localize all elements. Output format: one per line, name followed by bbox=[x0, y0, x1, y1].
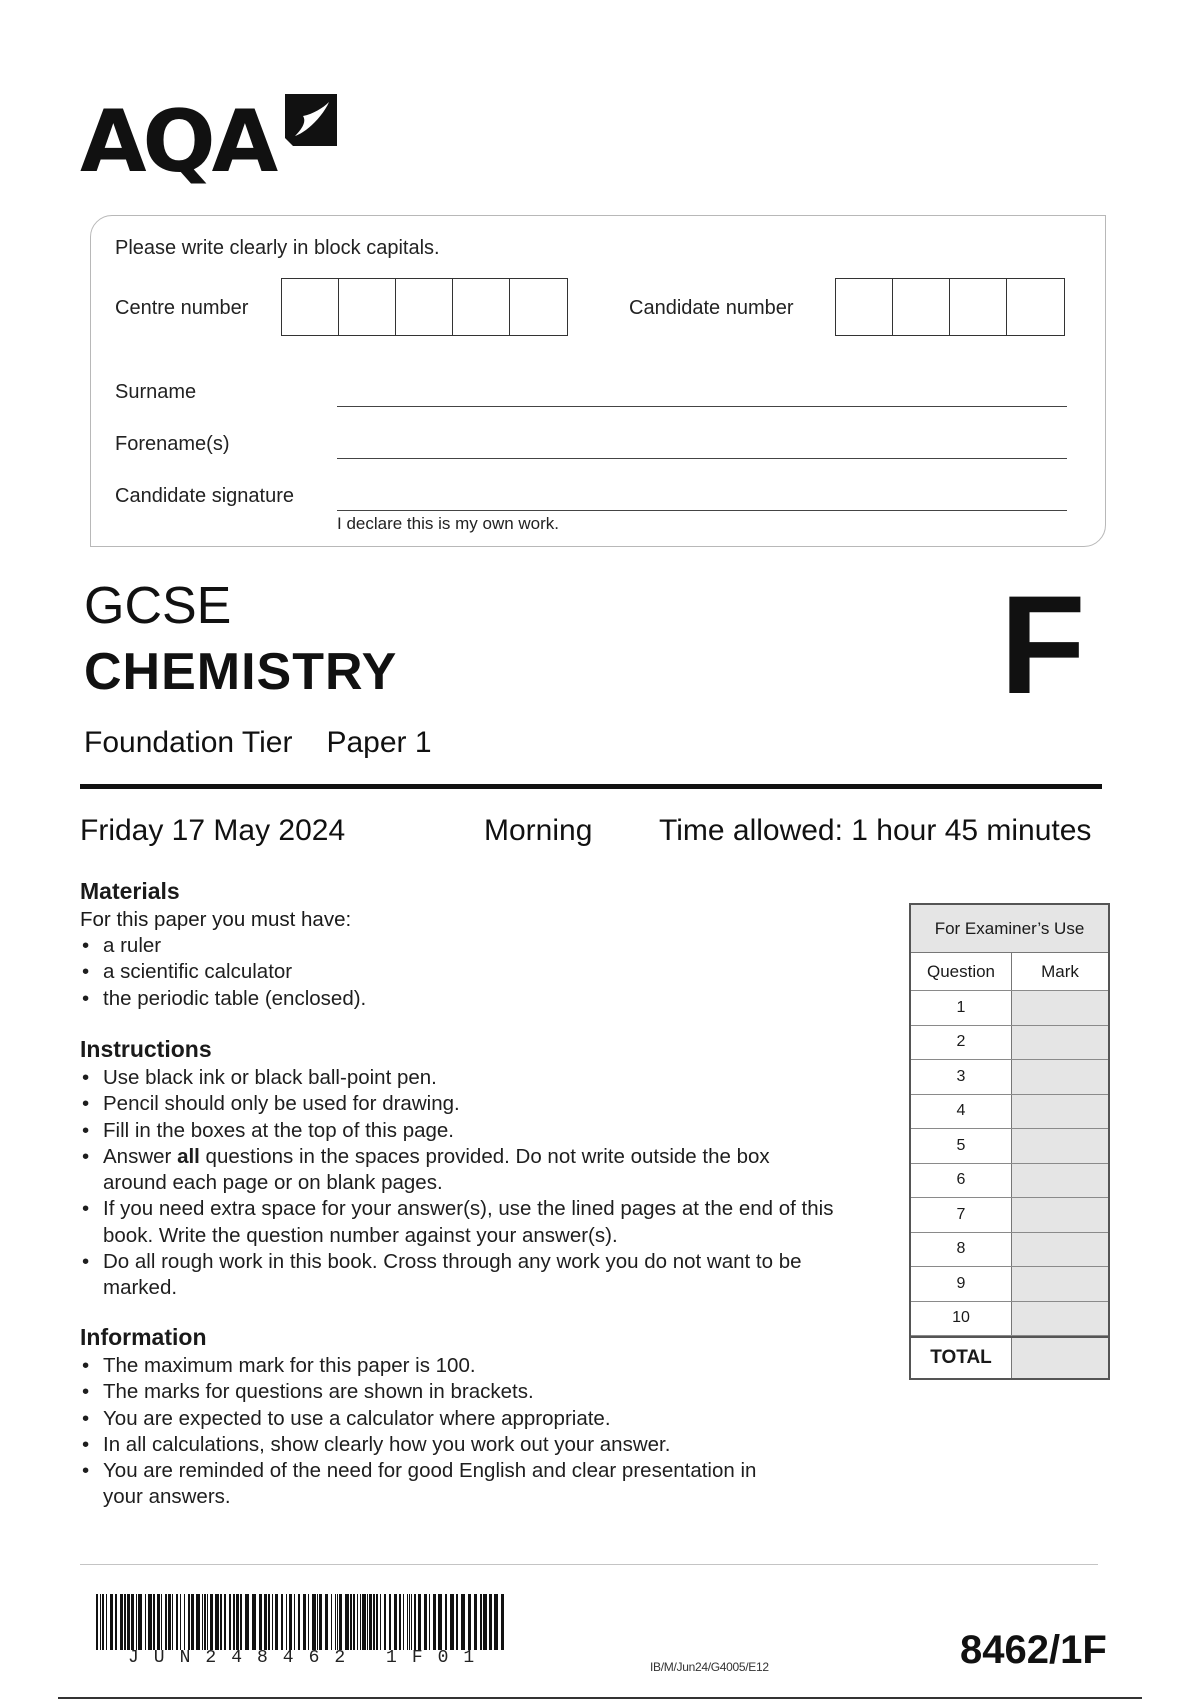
centre-number-cell[interactable] bbox=[282, 279, 339, 335]
materials-intro: For this paper you must have: bbox=[80, 908, 352, 931]
barcode-bar bbox=[445, 1594, 447, 1650]
barcode-bar bbox=[245, 1594, 249, 1650]
list-item: • If you need extra space for your answer(s), use the lined pages at the end of this book. Write the question number against your answer(s). bbox=[80, 1196, 870, 1249]
table-row: 4 bbox=[911, 1095, 1108, 1130]
list-item: • Fill in the boxes at the top of this page. bbox=[80, 1118, 870, 1144]
barcode-bar bbox=[474, 1594, 477, 1650]
barcode-bar bbox=[360, 1594, 361, 1650]
surname-line[interactable] bbox=[337, 406, 1067, 407]
candidate-number-cell[interactable] bbox=[893, 279, 950, 335]
candidate-number-cell[interactable] bbox=[950, 279, 1007, 335]
mark-cell bbox=[1012, 1060, 1108, 1094]
table-row: 2 bbox=[911, 1026, 1108, 1061]
barcode-bar bbox=[373, 1594, 375, 1650]
mark-cell bbox=[1012, 1267, 1108, 1301]
candidate-number-label: Candidate number bbox=[629, 297, 794, 319]
barcode-bar bbox=[153, 1594, 155, 1650]
barcode-bar bbox=[120, 1594, 123, 1650]
barcode-bar bbox=[489, 1594, 492, 1650]
list-item: • You are reminded of the need for good English and clear presentation in your answers. bbox=[80, 1458, 800, 1511]
barcode-bar bbox=[312, 1594, 316, 1650]
barcode-bar bbox=[362, 1594, 366, 1650]
barcode-number: JUN248462 1F01 bbox=[128, 1648, 490, 1668]
barcode-bar bbox=[281, 1594, 283, 1650]
barcode-bar bbox=[286, 1594, 287, 1650]
barcode-bar bbox=[418, 1594, 421, 1650]
qualification-title: GCSE bbox=[84, 577, 232, 635]
candidate-number-cell[interactable] bbox=[1007, 279, 1064, 335]
signature-line[interactable] bbox=[337, 510, 1067, 511]
list-item: • Use black ink or black ball-point pen. bbox=[80, 1065, 870, 1091]
mark-cell bbox=[1012, 991, 1108, 1025]
mark-cell bbox=[1012, 1233, 1108, 1267]
barcode-bar bbox=[376, 1594, 378, 1650]
barcode-bar bbox=[456, 1594, 458, 1650]
surname-label: Surname bbox=[115, 381, 197, 403]
barcode-bar bbox=[210, 1594, 213, 1650]
exam-date: Friday 17 May 2024 bbox=[80, 814, 346, 847]
barcode-bar bbox=[259, 1594, 262, 1650]
footer-divider bbox=[80, 1564, 1098, 1565]
centre-number-label: Centre number bbox=[115, 297, 249, 319]
total-label: TOTAL bbox=[911, 1338, 1012, 1378]
barcode-bar bbox=[409, 1594, 410, 1650]
barcode-bar bbox=[433, 1594, 436, 1650]
information-section bbox=[80, 1324, 820, 1511]
logo-text: AQA bbox=[80, 92, 275, 192]
mark-cell bbox=[1012, 1164, 1108, 1198]
exam-session: Morning bbox=[484, 814, 593, 847]
barcode-bar bbox=[403, 1594, 404, 1650]
centre-number-cell[interactable] bbox=[339, 279, 396, 335]
barcode-bar bbox=[136, 1594, 137, 1650]
signature-label: Candidate signature bbox=[115, 485, 295, 507]
barcode-bar bbox=[115, 1594, 117, 1650]
barcode-bar bbox=[317, 1594, 318, 1650]
barcode-bar bbox=[337, 1594, 338, 1650]
barcode-bar bbox=[438, 1594, 442, 1650]
barcode-bar bbox=[148, 1594, 152, 1650]
mark-cell bbox=[1012, 1026, 1108, 1060]
mark-column-header: Mark bbox=[1012, 953, 1108, 990]
page-bottom-rule bbox=[58, 1697, 1142, 1699]
centre-number-cell[interactable] bbox=[453, 279, 510, 335]
list-item: • a scientific calculator bbox=[80, 959, 890, 985]
mark-cell bbox=[1012, 1129, 1108, 1163]
tier-and-paper bbox=[84, 726, 432, 760]
list-item: • Pencil should only be used for drawing. bbox=[80, 1091, 870, 1117]
centre-number-cell[interactable] bbox=[510, 279, 567, 335]
barcode-bar bbox=[367, 1594, 368, 1650]
barcode-bar bbox=[461, 1594, 465, 1650]
barcode-bar bbox=[289, 1594, 292, 1650]
table-row: 9 bbox=[911, 1267, 1108, 1302]
candidate-number-cell[interactable] bbox=[836, 279, 893, 335]
barcode-bar bbox=[483, 1594, 487, 1650]
barcode-bar bbox=[172, 1594, 173, 1650]
barcode-bar bbox=[303, 1594, 306, 1650]
materials-section bbox=[80, 878, 890, 1012]
barcode-bar bbox=[124, 1594, 126, 1650]
barcode-bar bbox=[157, 1594, 160, 1650]
barcode-bar bbox=[308, 1594, 309, 1650]
table-row: 10 bbox=[911, 1302, 1108, 1337]
list-item: • the periodic table (enclosed). bbox=[80, 986, 890, 1012]
barcode-bar bbox=[389, 1594, 391, 1650]
barcode-bar bbox=[411, 1594, 412, 1650]
barcode-bar bbox=[272, 1594, 273, 1650]
total-row bbox=[911, 1336, 1108, 1378]
barcode-bar bbox=[224, 1594, 226, 1650]
barcode-bar bbox=[350, 1594, 352, 1650]
barcode-bar bbox=[345, 1594, 349, 1650]
paper-label: Paper 1 bbox=[326, 726, 432, 759]
centre-number-boxes[interactable] bbox=[281, 278, 568, 336]
barcode-bar bbox=[165, 1594, 167, 1650]
tier-label: Foundation Tier bbox=[84, 726, 293, 759]
barcode-bar bbox=[138, 1594, 142, 1650]
tier-letter: F bbox=[1000, 566, 1086, 723]
barcode-bar bbox=[180, 1594, 181, 1650]
table-row: 5 bbox=[911, 1129, 1108, 1164]
candidate-details-box bbox=[90, 215, 1106, 547]
list-item: • The marks for questions are shown in brackets. bbox=[80, 1379, 820, 1405]
barcode-bar bbox=[414, 1594, 416, 1650]
time-allowed: Time allowed: 1 hour 45 minutes bbox=[659, 814, 1092, 847]
information-heading: Information bbox=[80, 1324, 207, 1350]
list-item: • Answer all questions in the spaces provided. Do not write outside the box around each page or on blank pages. bbox=[80, 1144, 770, 1197]
aqa-logo-mark-icon bbox=[283, 92, 339, 148]
barcode-bar bbox=[450, 1594, 454, 1650]
table-row: 7 bbox=[911, 1198, 1108, 1233]
block-capitals-instruction: Please write clearly in block capitals. bbox=[115, 237, 440, 259]
table-row: 1 bbox=[911, 991, 1108, 1026]
table-row: 6 bbox=[911, 1164, 1108, 1199]
barcode-bar bbox=[102, 1594, 104, 1650]
barcode-bar bbox=[480, 1594, 482, 1650]
barcode-bar bbox=[100, 1594, 101, 1650]
table-row: 8 bbox=[911, 1233, 1108, 1268]
barcode-bar bbox=[168, 1594, 171, 1650]
list-item: • Do all rough work in this book. Cross through any work you do not want to be marked. bbox=[80, 1249, 820, 1302]
forename-line[interactable] bbox=[337, 458, 1067, 459]
barcode-bar bbox=[494, 1594, 498, 1650]
declaration-text: I declare this is my own work. bbox=[337, 514, 560, 533]
barcode-bar bbox=[161, 1594, 162, 1650]
mark-cell bbox=[1012, 1302, 1108, 1336]
barcode-bar bbox=[335, 1594, 336, 1650]
barcode-bar bbox=[110, 1594, 113, 1650]
barcode-bar bbox=[96, 1594, 98, 1650]
barcode-bar bbox=[331, 1594, 332, 1650]
barcode-bar bbox=[294, 1594, 295, 1650]
barcode-bar bbox=[191, 1594, 194, 1650]
barcode-bar bbox=[202, 1594, 203, 1650]
barcode-bar bbox=[407, 1594, 408, 1650]
mark-cell bbox=[1012, 1095, 1108, 1129]
list-item: • The maximum mark for this paper is 100. bbox=[80, 1353, 820, 1379]
barcode-bar bbox=[106, 1594, 107, 1650]
paper-code: 8462/1F bbox=[960, 1628, 1107, 1672]
barcode-bar bbox=[399, 1594, 401, 1650]
table-row: 3 bbox=[911, 1060, 1108, 1095]
total-mark-cell bbox=[1012, 1338, 1108, 1378]
list-item: • You are expected to use a calculator where appropriate. bbox=[80, 1406, 820, 1432]
barcode-bar bbox=[236, 1594, 239, 1650]
title-divider bbox=[80, 784, 1102, 789]
barcode-bar bbox=[298, 1594, 300, 1650]
barcode-bar bbox=[233, 1594, 235, 1650]
instructions-section bbox=[80, 1036, 870, 1302]
barcode-bar bbox=[275, 1594, 278, 1650]
barcode-bar bbox=[204, 1594, 206, 1650]
barcode-bar bbox=[196, 1594, 200, 1650]
barcode-bar bbox=[176, 1594, 178, 1650]
forename-label: Forename(s) bbox=[115, 433, 230, 455]
barcode-bar bbox=[252, 1594, 256, 1650]
barcode-bar bbox=[424, 1594, 427, 1650]
barcode-icon bbox=[96, 1594, 508, 1650]
barcode-bar bbox=[468, 1594, 471, 1650]
barcode-bar bbox=[325, 1594, 328, 1650]
barcode-bar bbox=[229, 1594, 231, 1650]
centre-number-cell[interactable] bbox=[396, 279, 453, 335]
barcode-bar bbox=[339, 1594, 342, 1650]
barcode-bar bbox=[394, 1594, 397, 1650]
barcode-bar bbox=[215, 1594, 219, 1650]
list-item: • a ruler bbox=[80, 933, 890, 959]
instructions-heading: Instructions bbox=[80, 1036, 212, 1062]
materials-heading: Materials bbox=[80, 878, 180, 904]
barcode-bar bbox=[369, 1594, 372, 1650]
barcode-bar bbox=[184, 1594, 185, 1650]
barcode-bar bbox=[220, 1594, 222, 1650]
barcode-bar bbox=[353, 1594, 355, 1650]
barcode-bar bbox=[145, 1594, 146, 1650]
barcode-bar bbox=[207, 1594, 208, 1650]
barcode-bar bbox=[429, 1594, 430, 1650]
barcode-bar bbox=[188, 1594, 190, 1650]
barcode-bar bbox=[380, 1594, 381, 1650]
barcode-bar bbox=[131, 1594, 134, 1650]
barcode-bar bbox=[319, 1594, 322, 1650]
barcode-bar bbox=[501, 1594, 504, 1650]
subject-title: CHEMISTRY bbox=[84, 643, 398, 701]
mark-cell bbox=[1012, 1198, 1108, 1232]
barcode-bar bbox=[357, 1594, 358, 1650]
barcode-bar bbox=[268, 1594, 270, 1650]
examiner-use-table bbox=[909, 903, 1110, 1380]
document-reference: IB/M/Jun24/G4005/E12 bbox=[650, 1660, 769, 1674]
barcode-bar bbox=[384, 1594, 386, 1650]
barcode-bar bbox=[127, 1594, 130, 1650]
examiner-table-header bbox=[911, 953, 1108, 991]
barcode-bar bbox=[264, 1594, 267, 1650]
question-column-header: Question bbox=[911, 953, 1012, 990]
barcode-bar bbox=[240, 1594, 242, 1650]
examiner-table-title: For Examiner’s Use bbox=[911, 905, 1108, 953]
candidate-number-boxes[interactable] bbox=[835, 278, 1065, 336]
list-item: • In all calculations, show clearly how you work out your answer. bbox=[80, 1432, 820, 1458]
aqa-logo bbox=[80, 92, 340, 192]
